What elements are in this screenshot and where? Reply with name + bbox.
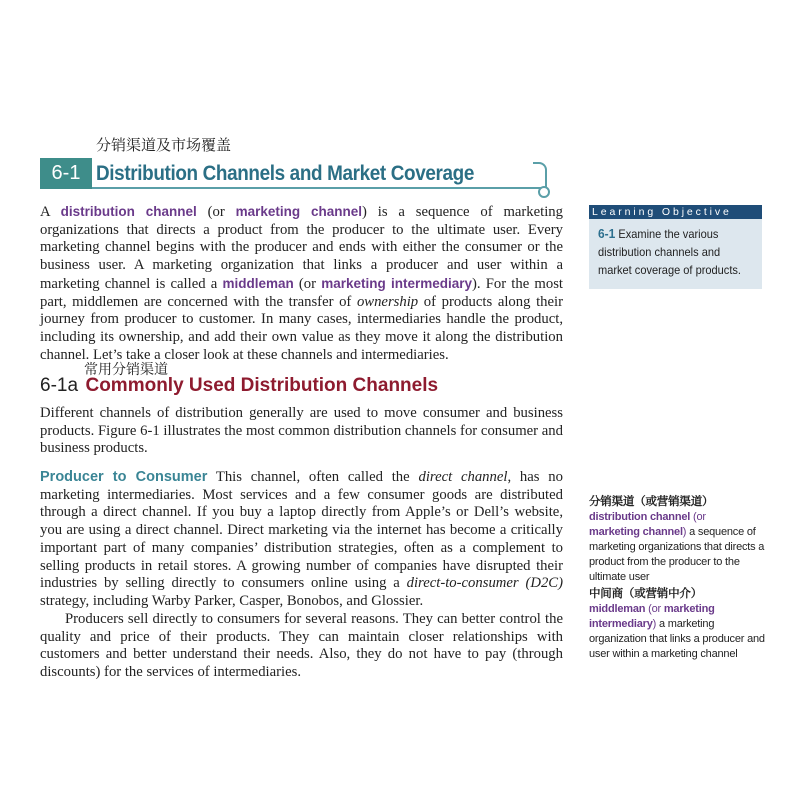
keyword-marketing-intermediary: marketing intermediary: [321, 275, 472, 291]
keyword-distribution-channel: distribution channel: [60, 204, 197, 219]
glossary-definition: a sequence of marketing organizations that directs a product from the producer to the ultimate user: [589, 526, 765, 583]
intro-text: ). For the most part, middlemen are concerned with the transfer of: [40, 275, 563, 310]
producer-to-consumer-paragraph: [40, 469, 563, 611]
subsection-title: Commonly Used Distribution Channels: [85, 375, 439, 396]
glossary-alt-term: marketing channel: [589, 526, 683, 538]
glossary-term: distribution channel: [589, 511, 691, 523]
intro-text: of products along their journey from producer to customer. In many cases, intermediaries handle the product, including its ownership, and add their own value as they move it along the distribution channel. Let’s take a closer look at these channels and intermediaries.: [40, 293, 563, 363]
intro-text: (or: [293, 275, 322, 292]
section-chinese-title: 分销渠道及市场覆盖: [96, 136, 232, 154]
run-in-heading: Producer to Consumer: [40, 469, 208, 485]
glossary-alt-term: marketing intermediary: [589, 603, 715, 630]
glossary-definition: a marketing organization that links a producer and user within a marketing channel: [589, 618, 765, 660]
emphasis-d2c: direct-to-consumer (D2C): [406, 575, 563, 592]
subsection-number: 6-1a: [40, 375, 79, 396]
learning-objective-number: 6-1: [598, 226, 616, 241]
glossary-term: middleman: [589, 603, 646, 615]
glossary-chinese-term: 中间商（或营销中介）: [589, 586, 702, 600]
keyword-middleman: middleman: [222, 275, 294, 291]
glossary-term-connector: (or: [690, 511, 706, 523]
intro-text: A: [40, 204, 61, 220]
glossary-chinese-term: 分销渠道（或营销渠道）: [589, 494, 714, 508]
section-rule-knob: [538, 186, 550, 198]
glossary-entry-middleman: [589, 586, 774, 662]
section-header: [40, 158, 510, 189]
section-rule-hook: [533, 162, 547, 189]
section-number: 6-1: [40, 158, 92, 189]
section-rule: [92, 187, 547, 189]
learning-objective-description: Examine the various distribution channels and market coverage of products.: [598, 227, 741, 277]
learning-objective-box: [589, 205, 762, 289]
producer-text: strategy, including Warby Parker, Casper, Bonobos, and Glossier.: [40, 592, 424, 609]
glossary-entry-distribution-channel: [589, 494, 774, 585]
subsection-heading: [40, 375, 438, 397]
glossary-term-connector: ): [652, 618, 657, 630]
emphasis-ownership: ownership: [356, 293, 419, 310]
learning-objective-text: [598, 225, 747, 279]
emphasis-direct-channel: direct channel: [418, 469, 508, 485]
channels-paragraph: Different channels of distribution generally are used to move consumer and business products. Figure 6-1 illustrates the most common distribution channels for consumer and business products.: [40, 405, 563, 457]
intro-text: ) is a sequence of marketing organizations that directs a product from the producer to the ultimate user. Every marketing channel begins with the producer and ends with either the consumer or the business user. A marketing organization that links a producer and user within a marketing channel is called a: [40, 204, 563, 292]
intro-text: (or: [196, 204, 236, 220]
learning-objective-header: Learning Objective: [589, 205, 762, 219]
section-title: Distribution Channels and Market Coverage: [96, 162, 475, 185]
glossary-term-connector: (or: [645, 603, 664, 615]
intro-paragraph: [40, 203, 563, 364]
keyword-marketing-channel: marketing channel: [235, 204, 363, 219]
producer-text: , has no marketing intermediaries. Most services and a few consumer goods are distributed through a direct channel. If you buy a laptop directly from Apple’s or Dell’s website, you are using a direct channel. Direct marketing via the internet has become a critically important part of many companies’ distribution strategies, often as a complement to selling products in retail stores. A growing number of companies have disrupted their industries by selling directly to consumers online using a: [40, 469, 563, 592]
glossary-term-connector: ): [682, 526, 687, 538]
subsection-chinese-title: 常用分销渠道: [84, 362, 168, 378]
reasons-paragraph: Producers sell directly to consumers for several reasons. They can better control the quality and price of their products. They can maintain closer relationships with customers and better understand their needs. Also, they do not have to pay (through discounts) for the services of intermediaries.: [40, 611, 563, 681]
producer-text: This channel, often called the: [207, 469, 419, 485]
